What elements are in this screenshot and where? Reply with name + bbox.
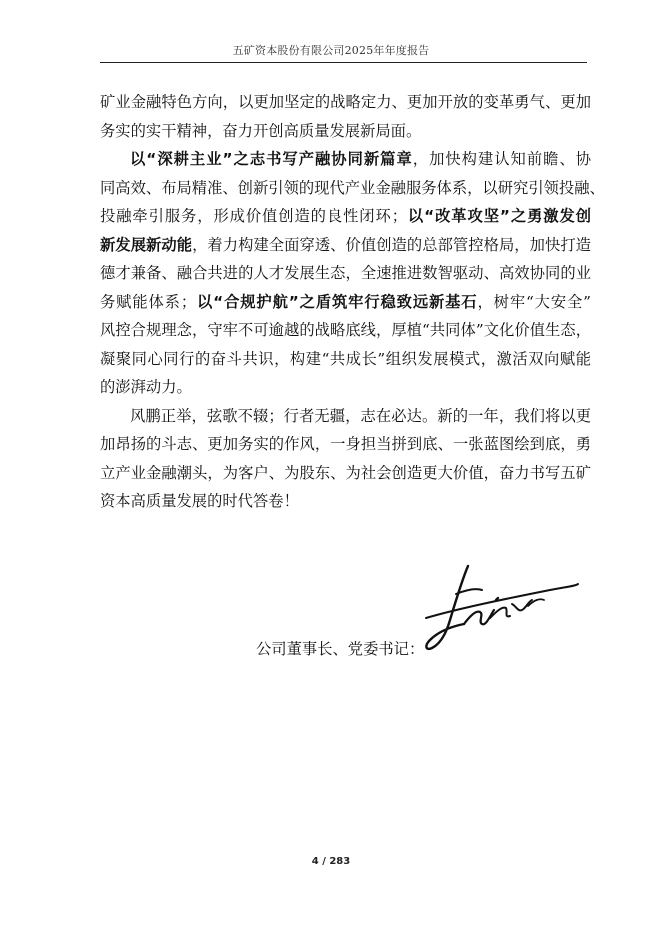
paragraph-line (100, 459, 591, 488)
body-text-segment: 德才兼备、融合共进的人才发展生态，全速推进数智驱动、高效协同的业 (100, 264, 591, 282)
body-text-segment: 同高效、布局精准、创新引领的现代产业金融服务体系，以研究引领投融、 (100, 178, 605, 197)
signature-label: 公司董事长、党委书记： (256, 640, 425, 658)
bold-heading-text: 以“改革攻坚”之勇激发创 (407, 207, 591, 225)
handwritten-signature (420, 560, 590, 660)
paragraph-line (100, 430, 591, 459)
body-text-segment: ，加快构建认知前瞻、协 (412, 150, 591, 168)
paragraph-line (100, 288, 591, 317)
body-text-segment: 务实的实干精神，奋力开创高质量发展新局面。 (100, 121, 422, 140)
paragraph-line (100, 145, 591, 174)
paragraph-line (100, 259, 591, 288)
body-text-segment: 矿业金融特色方向，以更加坚定的战略定力、更加开放的变革勇气、更加 (100, 93, 591, 111)
body-text-segment: 务赋能体系； (100, 292, 197, 311)
body-text-segment: 立产业金融潮头，为客户、为股东、为社会创造更大价值，奋力书写五矿 (100, 463, 591, 482)
paragraph-line (100, 117, 591, 146)
paragraph-line (100, 174, 605, 203)
page-number: 4 / 283 (311, 856, 351, 867)
body-text-segment: ，树牢“大安全” (477, 292, 591, 311)
body-text-segment: 投融牵引服务，形成价值创造的良性闭环； (100, 207, 408, 225)
paragraph-line (100, 316, 591, 345)
paragraph-line (100, 88, 591, 117)
paragraph-line (100, 373, 591, 402)
body-text-segment: 加昂扬的斗志、更加务实的作风，一身担当拼到底、一张蓝图绘到底，勇 (100, 435, 591, 453)
body-text-segment: 风鹏正举，弦歌不辍；行者无疆，志在必达。新的一年，我们将以更 (130, 406, 591, 425)
paragraph-line (100, 202, 591, 231)
body-text-segment: 风控合规理念，守牢不可逾越的战略底线，厚植“共同体”文化价值生态， (100, 321, 591, 339)
paragraph-line (100, 231, 591, 260)
body-text-segment: ，着力构建全面穿透、价值创造的总部管控格局，加快打造 (192, 235, 591, 254)
header-divider (100, 62, 587, 63)
paragraph-line (100, 487, 591, 516)
paragraph-line (100, 345, 591, 374)
report-header-title: 五矿资本股份有限公司2025年年度报告 (232, 44, 430, 57)
bold-heading-text: 以“深耕主业”之志书写产融协同新篇章 (130, 150, 413, 168)
body-text-segment: 凝聚同心同行的奋斗共识，构建“共成长”组织发展模式，激活双向赋能 (100, 349, 591, 368)
bold-heading-text: 以“合规护航”之盾筑牢行稳致远新基石 (196, 292, 478, 311)
letter-body (100, 88, 605, 516)
body-text-segment: 的澎湃动力。 (100, 378, 192, 396)
bold-heading-text: 新发展新动能 (100, 235, 193, 254)
body-text-segment: 资本高质量发展的时代答卷！ (100, 492, 299, 510)
paragraph-line (100, 402, 591, 431)
